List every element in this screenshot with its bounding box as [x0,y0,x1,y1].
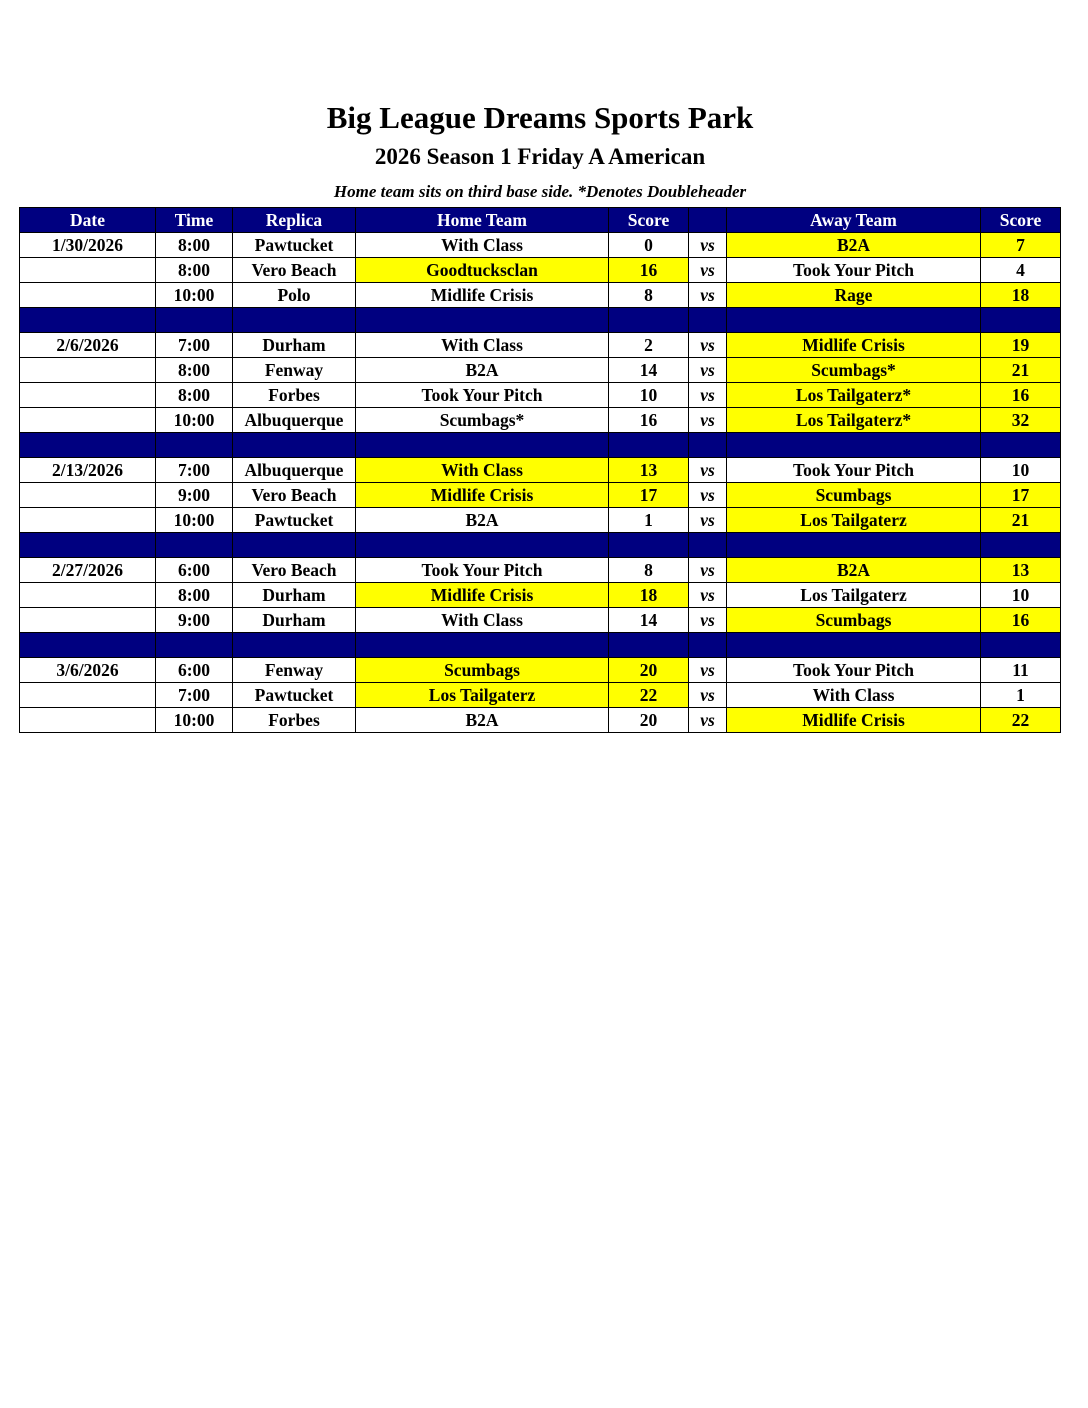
away-score-cell: 7 [981,233,1061,258]
replica-cell: Forbes [233,708,356,733]
game-row [20,383,1061,408]
separator-cell [233,433,356,458]
separator-cell [981,533,1061,558]
time-cell: 8:00 [156,583,233,608]
game-row [20,683,1061,708]
separator-cell [233,633,356,658]
away-team-cell: Midlife Crisis [727,708,981,733]
separator-cell [727,633,981,658]
time-cell: 9:00 [156,483,233,508]
separator-cell [609,533,689,558]
home-score-cell: 20 [609,708,689,733]
home-team-cell: Goodtucksclan [356,258,609,283]
vs-cell: vs [689,458,727,483]
vs-cell: vs [689,408,727,433]
header-away-team: Away Team [727,208,981,233]
replica-cell: Albuquerque [233,408,356,433]
vs-cell: vs [689,608,727,633]
date-cell [20,708,156,733]
vs-cell: vs [689,233,727,258]
separator-cell [20,433,156,458]
header-home-score: Score [609,208,689,233]
separator-cell [156,633,233,658]
week-separator [20,433,1061,458]
game-row [20,583,1061,608]
game-row [20,333,1061,358]
date-cell [20,483,156,508]
away-score-cell: 1 [981,683,1061,708]
away-team-cell: Took Your Pitch [727,258,981,283]
week-separator [20,308,1061,333]
time-cell: 8:00 [156,258,233,283]
away-score-cell: 16 [981,608,1061,633]
replica-cell: Polo [233,283,356,308]
home-score-cell: 2 [609,333,689,358]
date-cell [20,258,156,283]
home-team-cell: B2A [356,508,609,533]
date-cell [20,283,156,308]
home-team-cell: Los Tailgaterz [356,683,609,708]
away-team-cell: With Class [727,683,981,708]
time-cell: 10:00 [156,508,233,533]
away-score-cell: 11 [981,658,1061,683]
away-team-cell: Scumbags [727,483,981,508]
game-row [20,358,1061,383]
schedule-table [19,207,1061,733]
game-row [20,608,1061,633]
date-cell [20,583,156,608]
separator-cell [356,433,609,458]
separator-cell [689,633,727,658]
away-team-cell: Took Your Pitch [727,658,981,683]
time-cell: 8:00 [156,233,233,258]
time-cell: 6:00 [156,558,233,583]
separator-cell [20,533,156,558]
vs-cell: vs [689,383,727,408]
replica-cell: Durham [233,608,356,633]
away-score-cell: 21 [981,508,1061,533]
home-score-cell: 13 [609,458,689,483]
home-team-cell: Midlife Crisis [356,583,609,608]
replica-cell: Albuquerque [233,458,356,483]
game-row [20,658,1061,683]
separator-cell [356,533,609,558]
home-team-cell: Midlife Crisis [356,283,609,308]
date-cell: 2/6/2026 [20,333,156,358]
home-team-cell: Took Your Pitch [356,383,609,408]
replica-cell: Durham [233,583,356,608]
home-score-cell: 16 [609,408,689,433]
away-team-cell: Los Tailgaterz* [727,408,981,433]
time-cell: 10:00 [156,408,233,433]
schedule-note: Home team sits on third base side. *Denotes Doubleheader [333,182,747,201]
time-cell: 10:00 [156,283,233,308]
header-row [20,208,1061,233]
home-team-cell: B2A [356,708,609,733]
header-replica: Replica [233,208,356,233]
separator-cell [356,633,609,658]
home-score-cell: 8 [609,558,689,583]
time-cell: 7:00 [156,333,233,358]
replica-cell: Forbes [233,383,356,408]
date-cell [20,608,156,633]
date-cell [20,383,156,408]
away-team-cell: Midlife Crisis [727,333,981,358]
home-score-cell: 0 [609,233,689,258]
date-cell: 1/30/2026 [20,233,156,258]
vs-cell: vs [689,483,727,508]
vs-cell: vs [689,658,727,683]
game-row [20,508,1061,533]
home-team-cell: With Class [356,458,609,483]
home-score-cell: 8 [609,283,689,308]
home-team-cell: Scumbags [356,658,609,683]
time-cell: 8:00 [156,383,233,408]
separator-cell [609,633,689,658]
schedule-body [20,233,1061,733]
separator-cell [609,308,689,333]
game-row [20,483,1061,508]
away-team-cell: Los Tailgaterz [727,508,981,533]
vs-cell: vs [689,283,727,308]
away-team-cell: Rage [727,283,981,308]
header-vs [689,208,727,233]
home-team-cell: Scumbags* [356,408,609,433]
vs-cell: vs [689,558,727,583]
date-cell: 2/27/2026 [20,558,156,583]
home-score-cell: 1 [609,508,689,533]
away-score-cell: 13 [981,558,1061,583]
vs-cell: vs [689,358,727,383]
separator-cell [20,308,156,333]
game-row [20,283,1061,308]
away-score-cell: 18 [981,283,1061,308]
separator-cell [156,308,233,333]
home-team-cell: With Class [356,333,609,358]
date-cell [20,683,156,708]
separator-cell [156,433,233,458]
away-team-cell: Scumbags* [727,358,981,383]
vs-cell: vs [689,508,727,533]
time-cell: 7:00 [156,683,233,708]
separator-cell [20,633,156,658]
away-score-cell: 10 [981,458,1061,483]
separator-cell [156,533,233,558]
replica-cell: Vero Beach [233,558,356,583]
header-home-team: Home Team [356,208,609,233]
separator-cell [727,308,981,333]
away-team-cell: Los Tailgaterz [727,583,981,608]
separator-cell [981,433,1061,458]
home-score-cell: 20 [609,658,689,683]
away-score-cell: 4 [981,258,1061,283]
separator-cell [689,533,727,558]
week-separator [20,533,1061,558]
separator-cell [689,308,727,333]
home-score-cell: 16 [609,258,689,283]
time-cell: 10:00 [156,708,233,733]
away-score-cell: 17 [981,483,1061,508]
replica-cell: Pawtucket [233,683,356,708]
home-score-cell: 14 [609,608,689,633]
away-score-cell: 16 [981,383,1061,408]
home-score-cell: 18 [609,583,689,608]
time-cell: 9:00 [156,608,233,633]
home-team-cell: With Class [356,233,609,258]
home-score-cell: 17 [609,483,689,508]
date-cell [20,358,156,383]
replica-cell: Pawtucket [233,233,356,258]
replica-cell: Fenway [233,358,356,383]
game-row [20,708,1061,733]
vs-cell: vs [689,258,727,283]
separator-cell [233,308,356,333]
date-cell: 3/6/2026 [20,658,156,683]
page-title: Big League Dreams Sports Park [326,100,754,135]
time-cell: 7:00 [156,458,233,483]
away-team-cell: Los Tailgaterz* [727,383,981,408]
separator-cell [981,633,1061,658]
vs-cell: vs [689,708,727,733]
away-score-cell: 10 [981,583,1061,608]
replica-cell: Fenway [233,658,356,683]
home-score-cell: 10 [609,383,689,408]
replica-cell: Vero Beach [233,483,356,508]
separator-cell [356,308,609,333]
home-team-cell: B2A [356,358,609,383]
away-team-cell: Scumbags [727,608,981,633]
home-team-cell: Took Your Pitch [356,558,609,583]
date-cell [20,508,156,533]
separator-cell [689,433,727,458]
game-row [20,258,1061,283]
vs-cell: vs [689,333,727,358]
page-subtitle: 2026 Season 1 Friday A American [374,144,706,169]
date-cell: 2/13/2026 [20,458,156,483]
separator-cell [233,533,356,558]
home-team-cell: With Class [356,608,609,633]
game-row [20,233,1061,258]
time-cell: 8:00 [156,358,233,383]
away-score-cell: 22 [981,708,1061,733]
header-time: Time [156,208,233,233]
separator-cell [609,433,689,458]
replica-cell: Vero Beach [233,258,356,283]
away-team-cell: B2A [727,233,981,258]
time-cell: 6:00 [156,658,233,683]
header-date: Date [20,208,156,233]
game-row [20,408,1061,433]
home-team-cell: Midlife Crisis [356,483,609,508]
replica-cell: Pawtucket [233,508,356,533]
away-team-cell: Took Your Pitch [727,458,981,483]
away-score-cell: 19 [981,333,1061,358]
week-separator [20,633,1061,658]
away-score-cell: 21 [981,358,1061,383]
date-cell [20,408,156,433]
vs-cell: vs [689,683,727,708]
game-row [20,558,1061,583]
separator-cell [727,433,981,458]
away-score-cell: 32 [981,408,1061,433]
home-score-cell: 14 [609,358,689,383]
vs-cell: vs [689,583,727,608]
game-row [20,458,1061,483]
away-team-cell: B2A [727,558,981,583]
home-score-cell: 22 [609,683,689,708]
replica-cell: Durham [233,333,356,358]
header-away-score: Score [981,208,1061,233]
separator-cell [727,533,981,558]
separator-cell [981,308,1061,333]
